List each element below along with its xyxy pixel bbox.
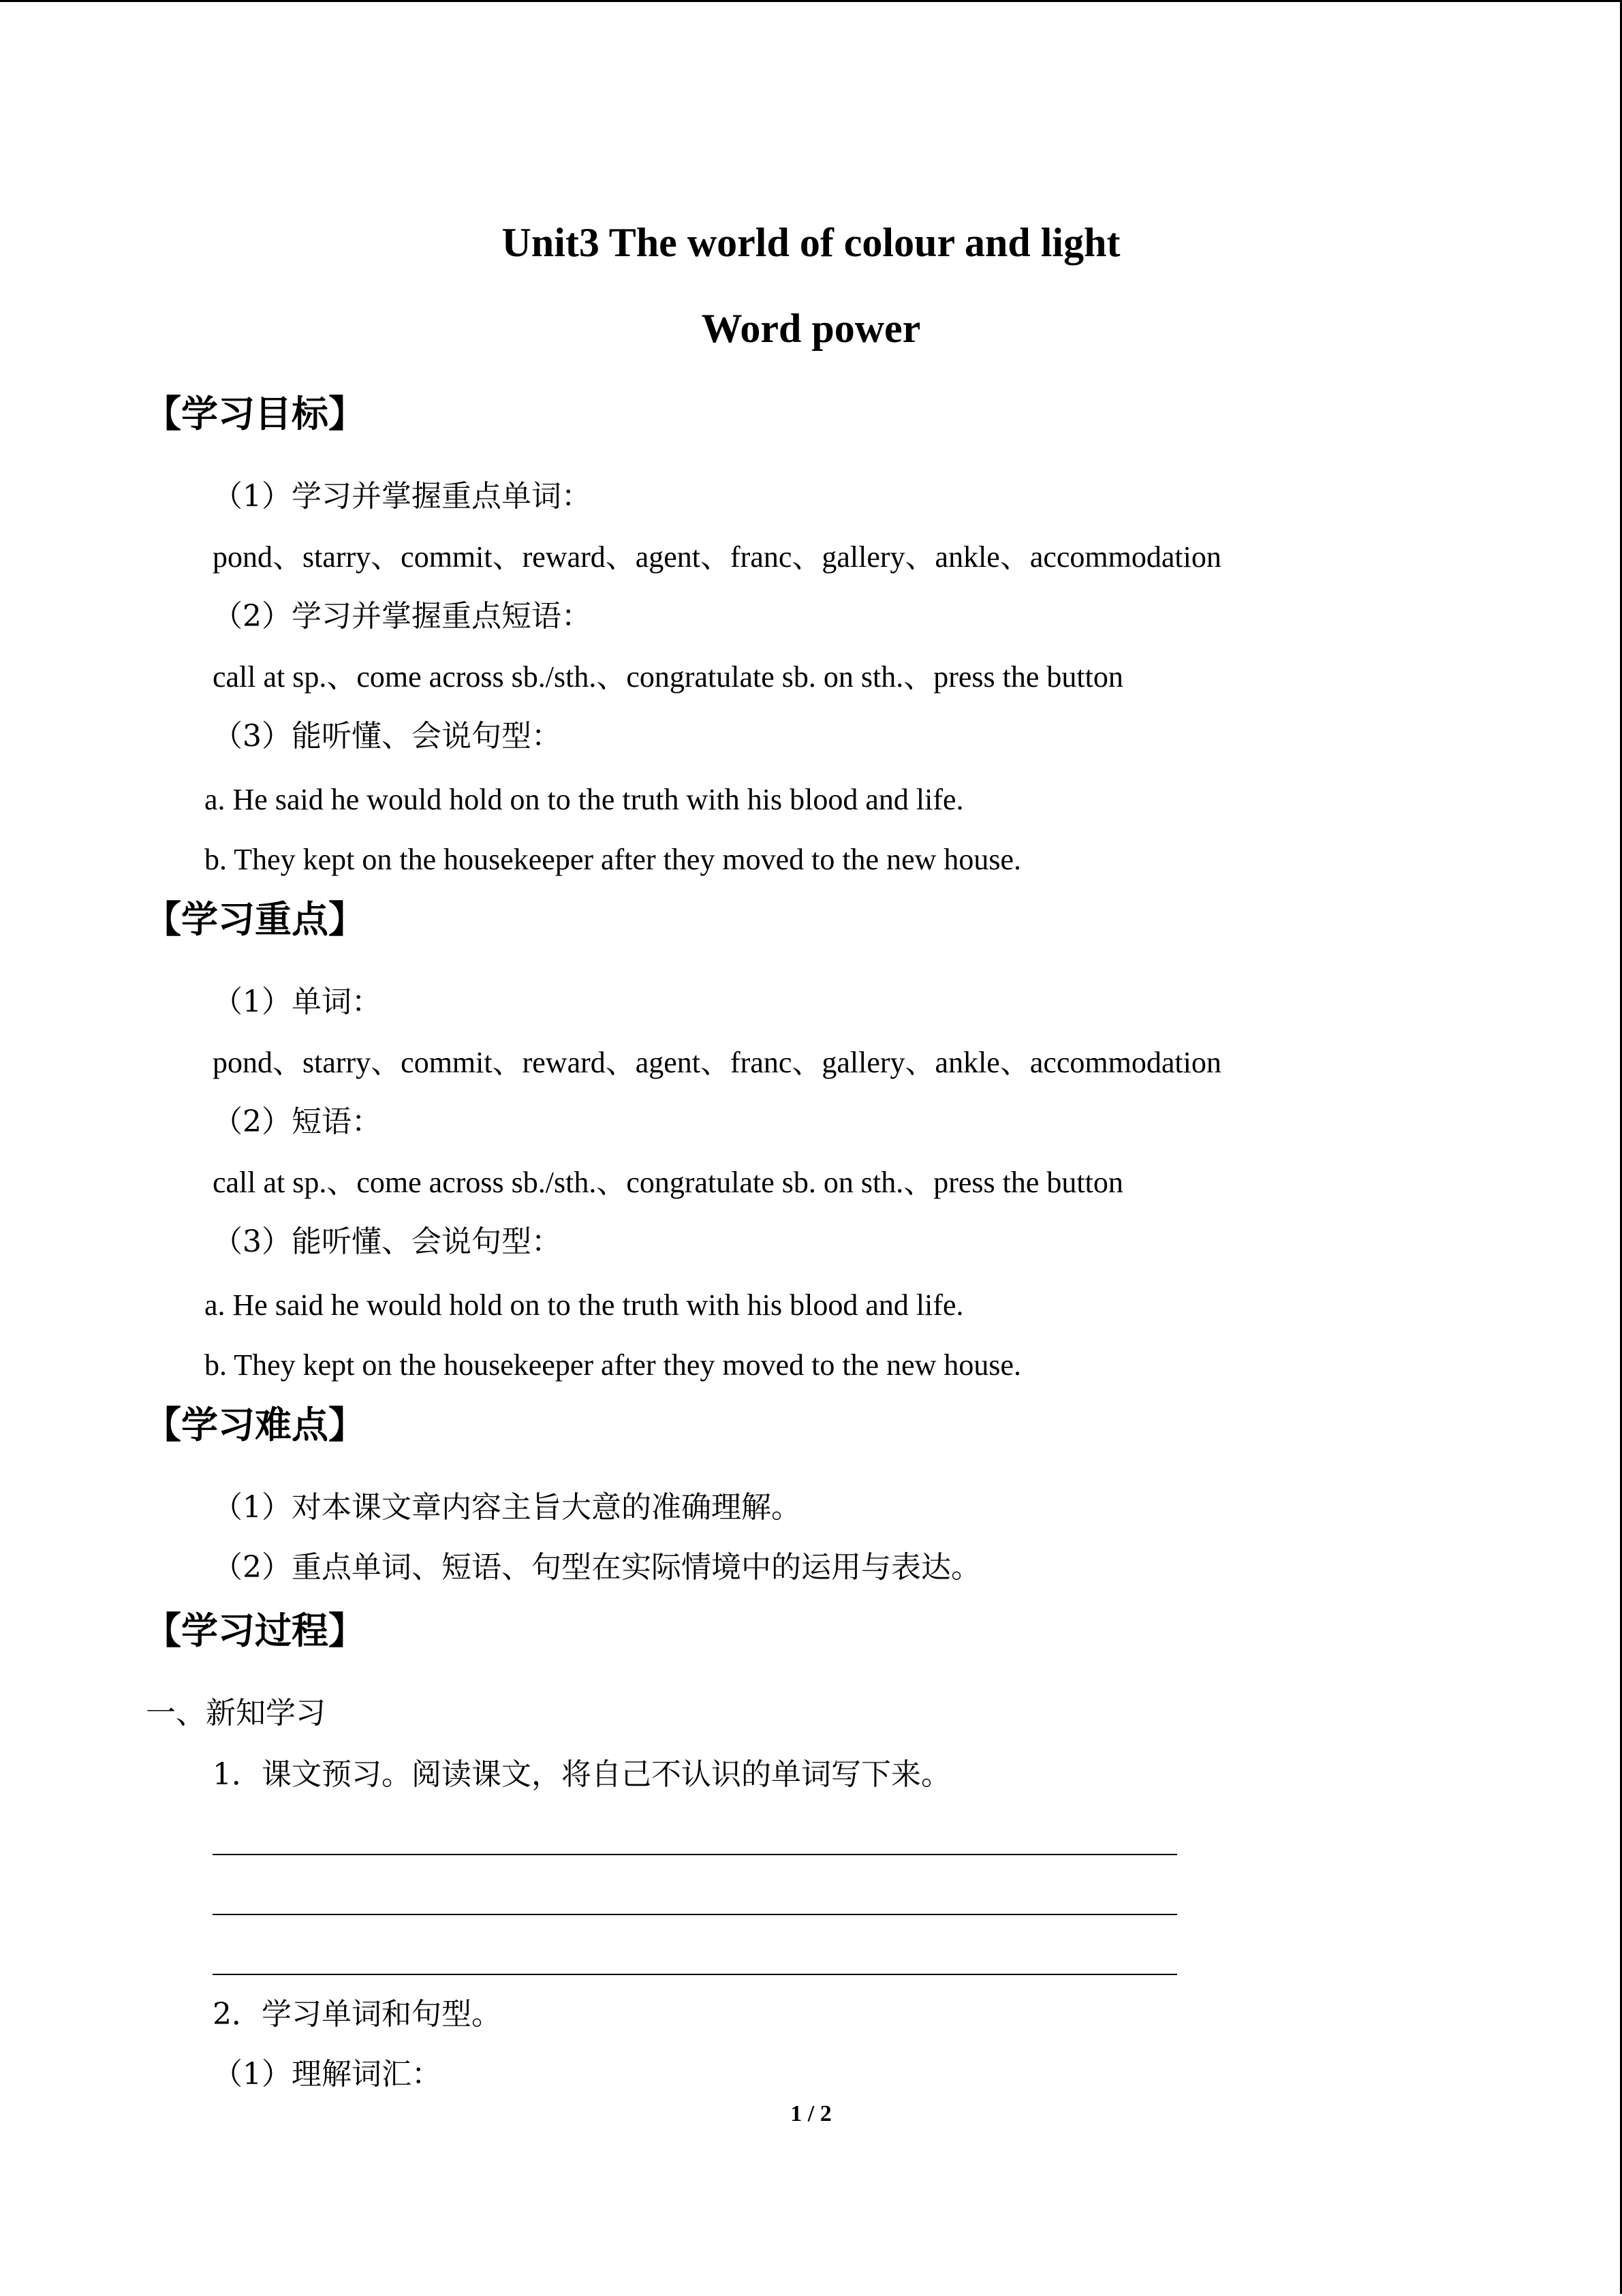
key-points-item1-content: pond、starry、commit、reward、agent、franc、gallery、ankle、accommodation xyxy=(213,1046,1221,1079)
answer-line-1[interactable] xyxy=(213,1854,1177,1855)
objectives-sentence-b: b. They kept on the housekeeper after they moved to the new house. xyxy=(204,843,1022,876)
process-step2-sub1: （1）理解词汇： xyxy=(213,2057,441,2092)
section-heading-process: 【学习过程】 xyxy=(144,1609,365,1652)
objectives-item3-label: （3）能听懂、会说句型： xyxy=(213,719,561,754)
key-points-sentence-b: b. They kept on the housekeeper after they moved to the new house. xyxy=(204,1348,1022,1382)
objectives-item1-label: （1）学习并掌握重点单词： xyxy=(213,479,591,514)
section-heading-objectives: 【学习目标】 xyxy=(144,392,365,435)
section-heading-key-points: 【学习重点】 xyxy=(144,898,365,941)
process-part1: 一、新知学习 xyxy=(146,1696,326,1731)
document-subtitle: Word power xyxy=(701,306,921,351)
process-step2: 2．学习单词和句型。 xyxy=(213,1997,501,2032)
difficulties-item2: （2）重点单词、短语、句型在实际情境中的运用与表达。 xyxy=(213,1550,981,1585)
key-points-item2-label: （2）短语： xyxy=(213,1104,381,1139)
objectives-item1-content: pond、starry、commit、reward、agent、franc、gallery、ankle、accommodation xyxy=(213,540,1221,574)
document-title: Unit3 The world of colour and light xyxy=(501,220,1121,265)
process-step1: 1．课文预习。阅读课文，将自己不认识的单词写下来。 xyxy=(213,1757,951,1792)
objectives-item2-label: （2）学习并掌握重点短语： xyxy=(213,599,591,634)
answer-line-2[interactable] xyxy=(213,1914,1177,1915)
document-page xyxy=(0,2,1622,2296)
key-points-sentence-a: a. He said he would hold on to the truth with his blood and life. xyxy=(204,1288,964,1322)
objectives-sentence-a: a. He said he would hold on to the truth with his blood and life. xyxy=(204,783,964,816)
key-points-item2-content: call at sp.、come across sb./sth.、congratulate sb. on sth.、press the button xyxy=(213,1166,1123,1199)
page-number: 1 / 2 xyxy=(790,2101,832,2126)
key-points-item1-label: （1）单词： xyxy=(213,984,381,1019)
answer-line-3[interactable] xyxy=(213,1974,1177,1975)
objectives-item2-content: call at sp.、come across sb./sth.、congratulate sb. on sth.、press the button xyxy=(213,660,1123,694)
key-points-item3-label: （3）能听懂、会说句型： xyxy=(213,1224,561,1259)
section-heading-difficulties: 【学习难点】 xyxy=(144,1403,365,1446)
difficulties-item1: （1）对本课文章内容主旨大意的准确理解。 xyxy=(213,1490,801,1525)
